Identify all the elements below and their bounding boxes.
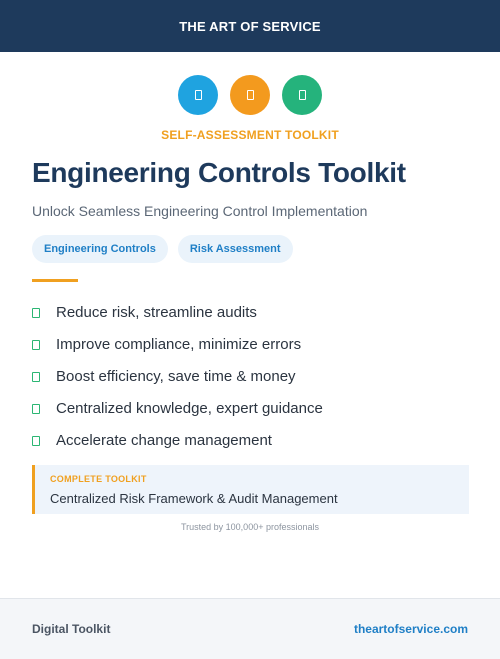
icon-row [0,75,500,115]
footer [0,598,500,659]
page-subtitle: Unlock Seamless Engineering Control Implementation [32,203,368,219]
brand-name: THE ART OF SERVICE [179,18,321,34]
check-icon [32,340,40,350]
benefit-text: Centralized knowledge, expert guidance [56,399,323,417]
benefit-list [32,296,323,456]
list-item [32,424,323,456]
trusted-note: Trusted by 100,000+ professionals [180,522,319,532]
callout-kicker: COMPLETE TOOLKIT [50,474,147,484]
document-icon [178,75,218,115]
list-item [32,328,323,360]
benefit-text: Reduce risk, streamline audits [56,303,257,321]
website-link[interactable]: theartofservice.com [353,622,468,636]
document-icon [282,75,322,115]
list-item [32,296,323,328]
benefit-text: Improve compliance, minimize errors [56,335,302,353]
document-icon [230,75,270,115]
check-icon [32,372,40,382]
footer-label: Digital Toolkit [32,622,111,636]
callout-text: Centralized Risk Framework & Audit Management [50,491,338,506]
tag-engineering-controls[interactable]: Engineering Controls [32,235,168,263]
check-icon [32,436,40,446]
accent-divider [32,279,78,282]
benefit-text: Accelerate change management [56,431,272,449]
benefit-text: Boost efficiency, save time & money [56,367,296,385]
list-item [32,392,323,424]
document-glyph [195,90,202,100]
tag-list [32,235,293,263]
hero-kicker: SELF-ASSESSMENT TOOLKIT [161,128,339,142]
check-icon [32,308,40,318]
toolkit-callout [32,465,469,514]
document-glyph [247,90,254,100]
document-glyph [299,90,306,100]
check-icon [32,404,40,414]
page-title: Engineering Controls Toolkit [32,157,406,188]
list-item [32,360,323,392]
top-banner [0,0,500,52]
tag-risk-assessment[interactable]: Risk Assessment [178,235,293,263]
